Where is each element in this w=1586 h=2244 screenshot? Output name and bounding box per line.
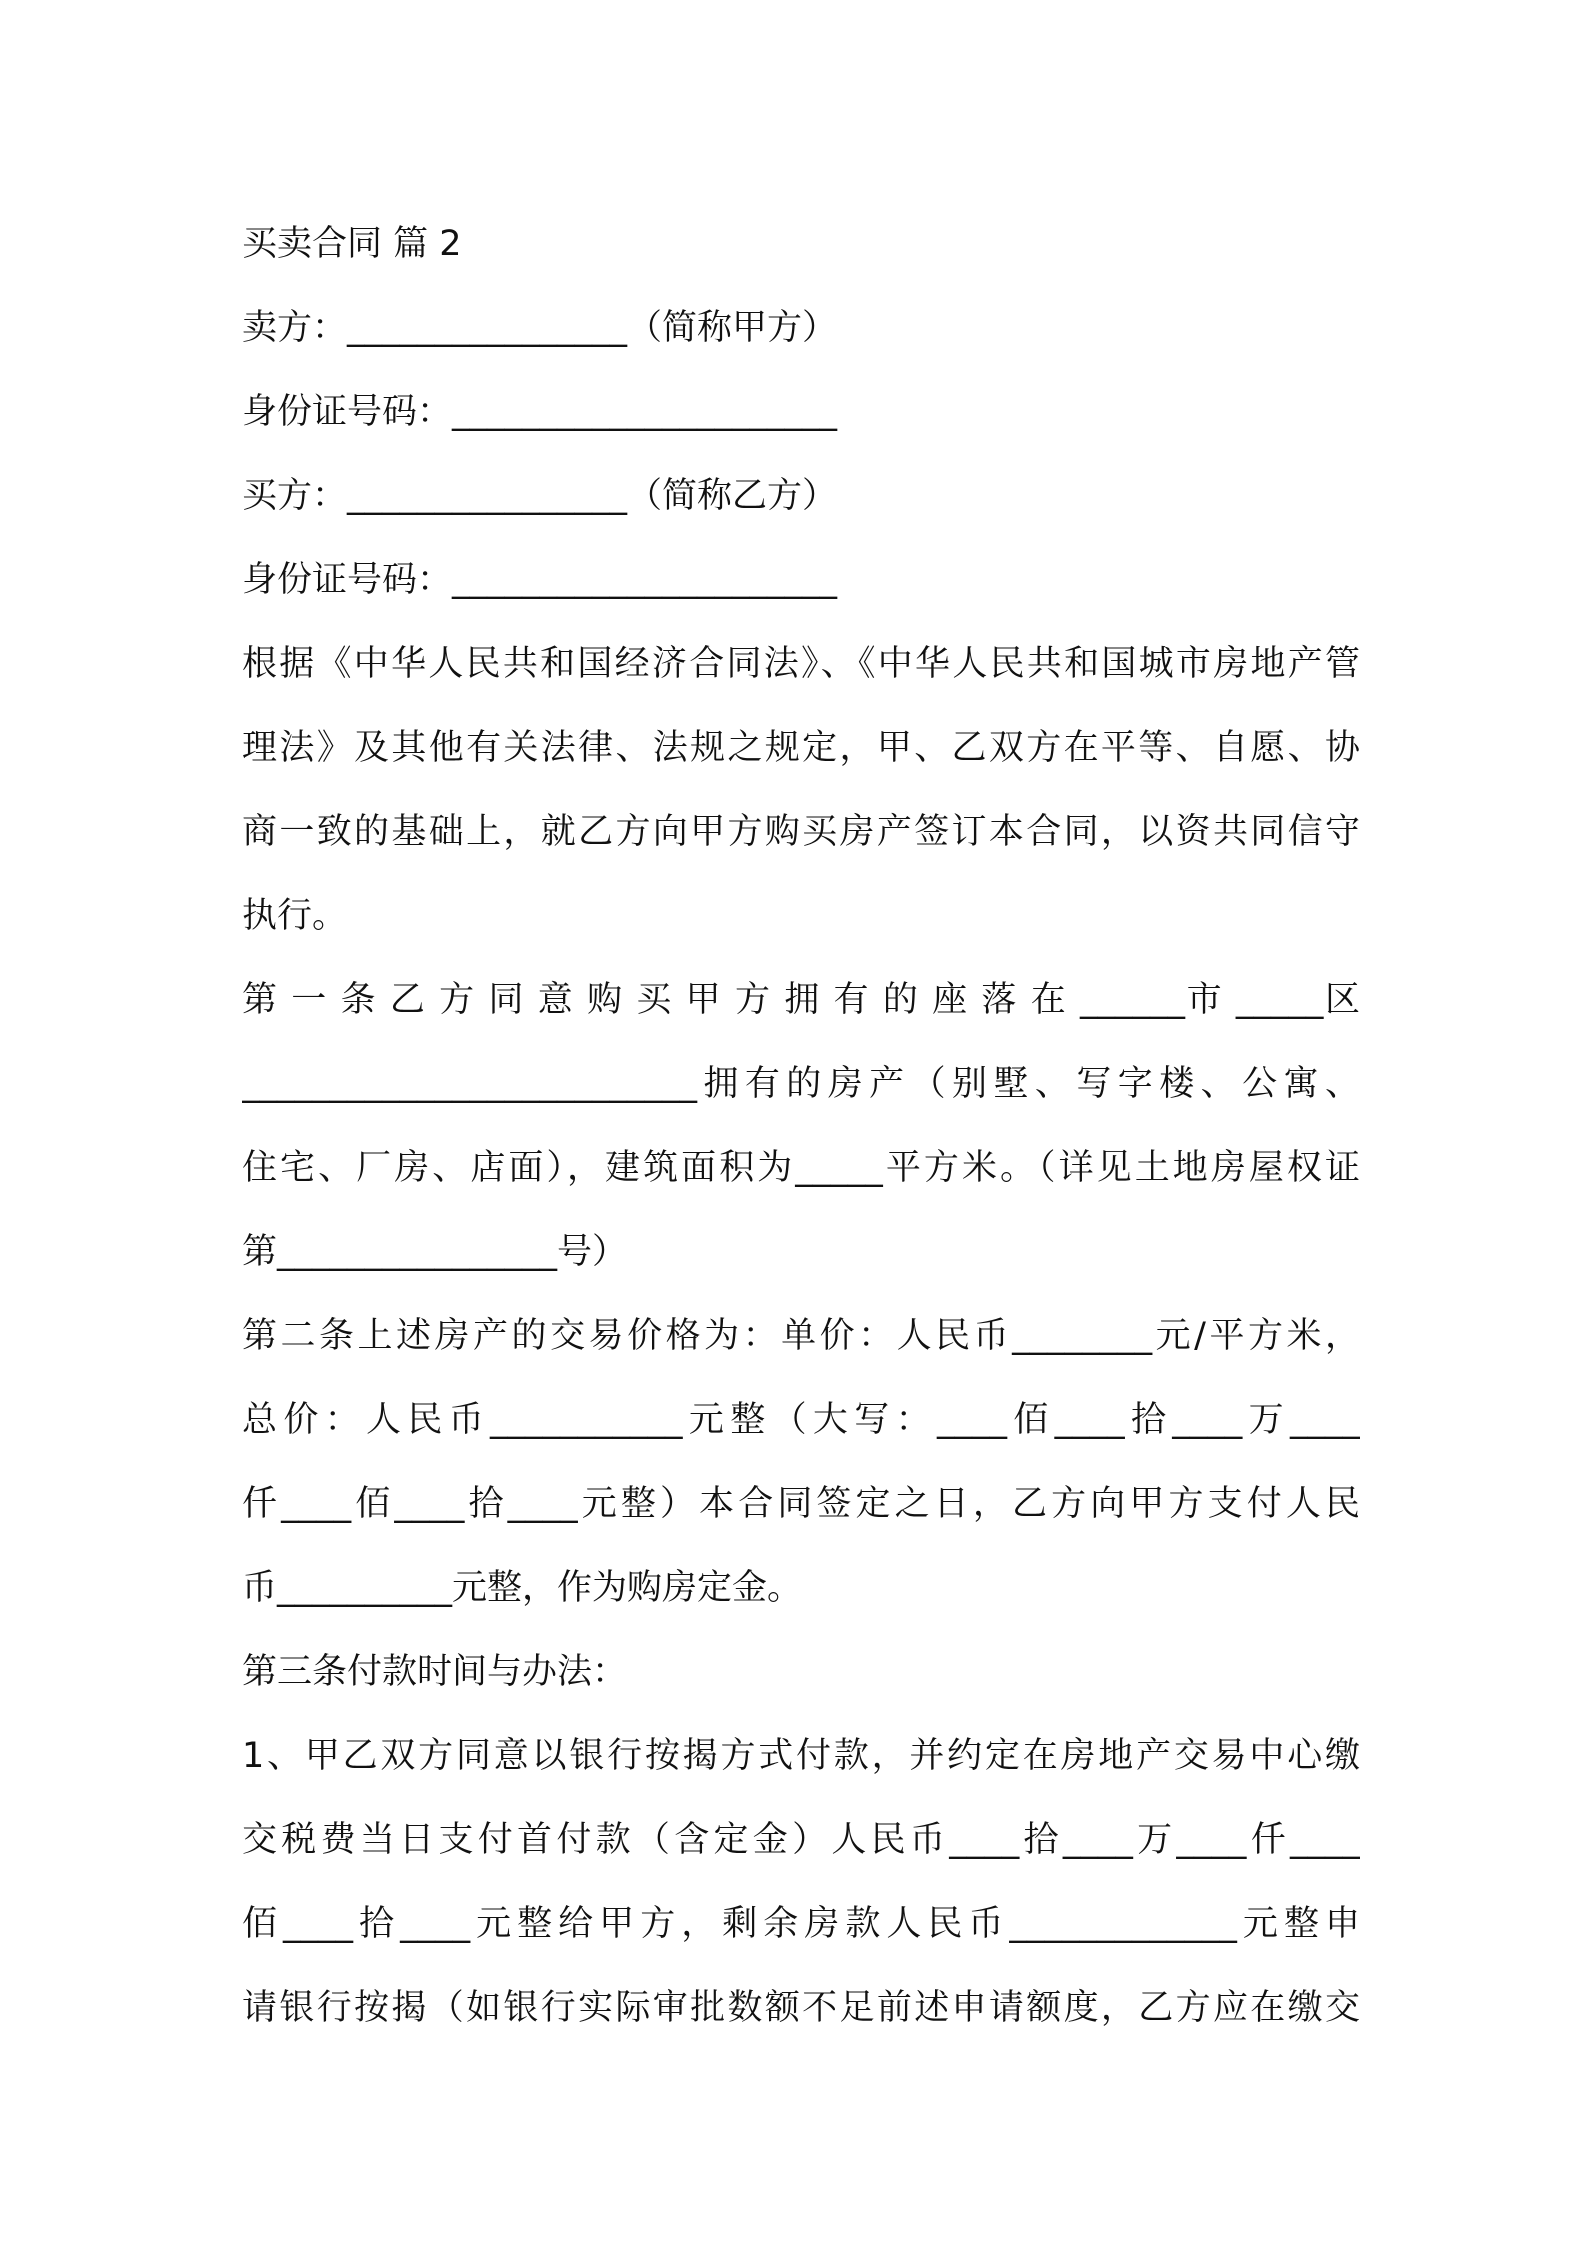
preamble-line: 根据《中华人民共和国经济合同法》、《中华人民共和国城市房地产管 bbox=[242, 644, 1360, 684]
contract-body bbox=[242, 202, 1360, 2050]
article-3-heading: 第三条付款时间与办法： bbox=[242, 1652, 628, 1692]
seller-field: 卖方：________________（简称甲方） bbox=[242, 308, 838, 348]
article-3-line: 交税费当日支付首付款（含定金）人民币____拾____万____仟____ bbox=[242, 1820, 1360, 1860]
preamble-line: 执行。 bbox=[242, 896, 348, 936]
article-2-line: 仟____佰____拾____元整）本合同签定之日，乙方向甲方支付人民 bbox=[242, 1484, 1360, 1524]
article-2-line: 币__________元整，作为购房定金。 bbox=[242, 1568, 803, 1608]
seller-id-field: 身份证号码：______________________ bbox=[242, 392, 838, 432]
article-3-line: 佰____拾____元整给甲方，剩余房款人民币_____________元整申 bbox=[242, 1904, 1360, 1944]
preamble-line: 理法》及其他有关法律、法规之规定，甲、乙双方在平等、自愿、协 bbox=[242, 728, 1360, 768]
article-3-line: 请银行按揭（如银行实际审批数额不足前述申请额度，乙方应在缴交 bbox=[242, 1988, 1360, 2028]
article-1-line: 第 一 条 乙 方 同 意 购 买 甲 方 拥 有 的 座 落 在 ______市 _____区 bbox=[242, 980, 1360, 1020]
article-3-line: 1、甲乙双方同意以银行按揭方式付款，并约定在房地产交易中心缴 bbox=[242, 1736, 1360, 1776]
buyer-field: 买方：________________（简称乙方） bbox=[242, 476, 838, 516]
preamble-line: 商一致的基础上，就乙方向甲方购买房产签订本合同，以资共同信守 bbox=[242, 812, 1360, 852]
article-1-line: 第________________号） bbox=[242, 1232, 628, 1272]
article-2-line: 第二条上述房产的交易价格为：单价：人民币________元/平方米， bbox=[242, 1316, 1360, 1356]
article-1-line: 住宅、厂房、店面），建筑面积为_____平方米。（详见土地房屋权证 bbox=[242, 1148, 1360, 1188]
buyer-id-field: 身份证号码：______________________ bbox=[242, 560, 838, 600]
section-title: 买卖合同 篇 2 bbox=[242, 224, 462, 264]
article-1-line: __________________________拥有的房产（别墅、写字楼、公寓、 bbox=[242, 1064, 1360, 1104]
article-2-line: 总价：人民币___________元整（大写：____佰____拾____万____ bbox=[242, 1400, 1360, 1440]
